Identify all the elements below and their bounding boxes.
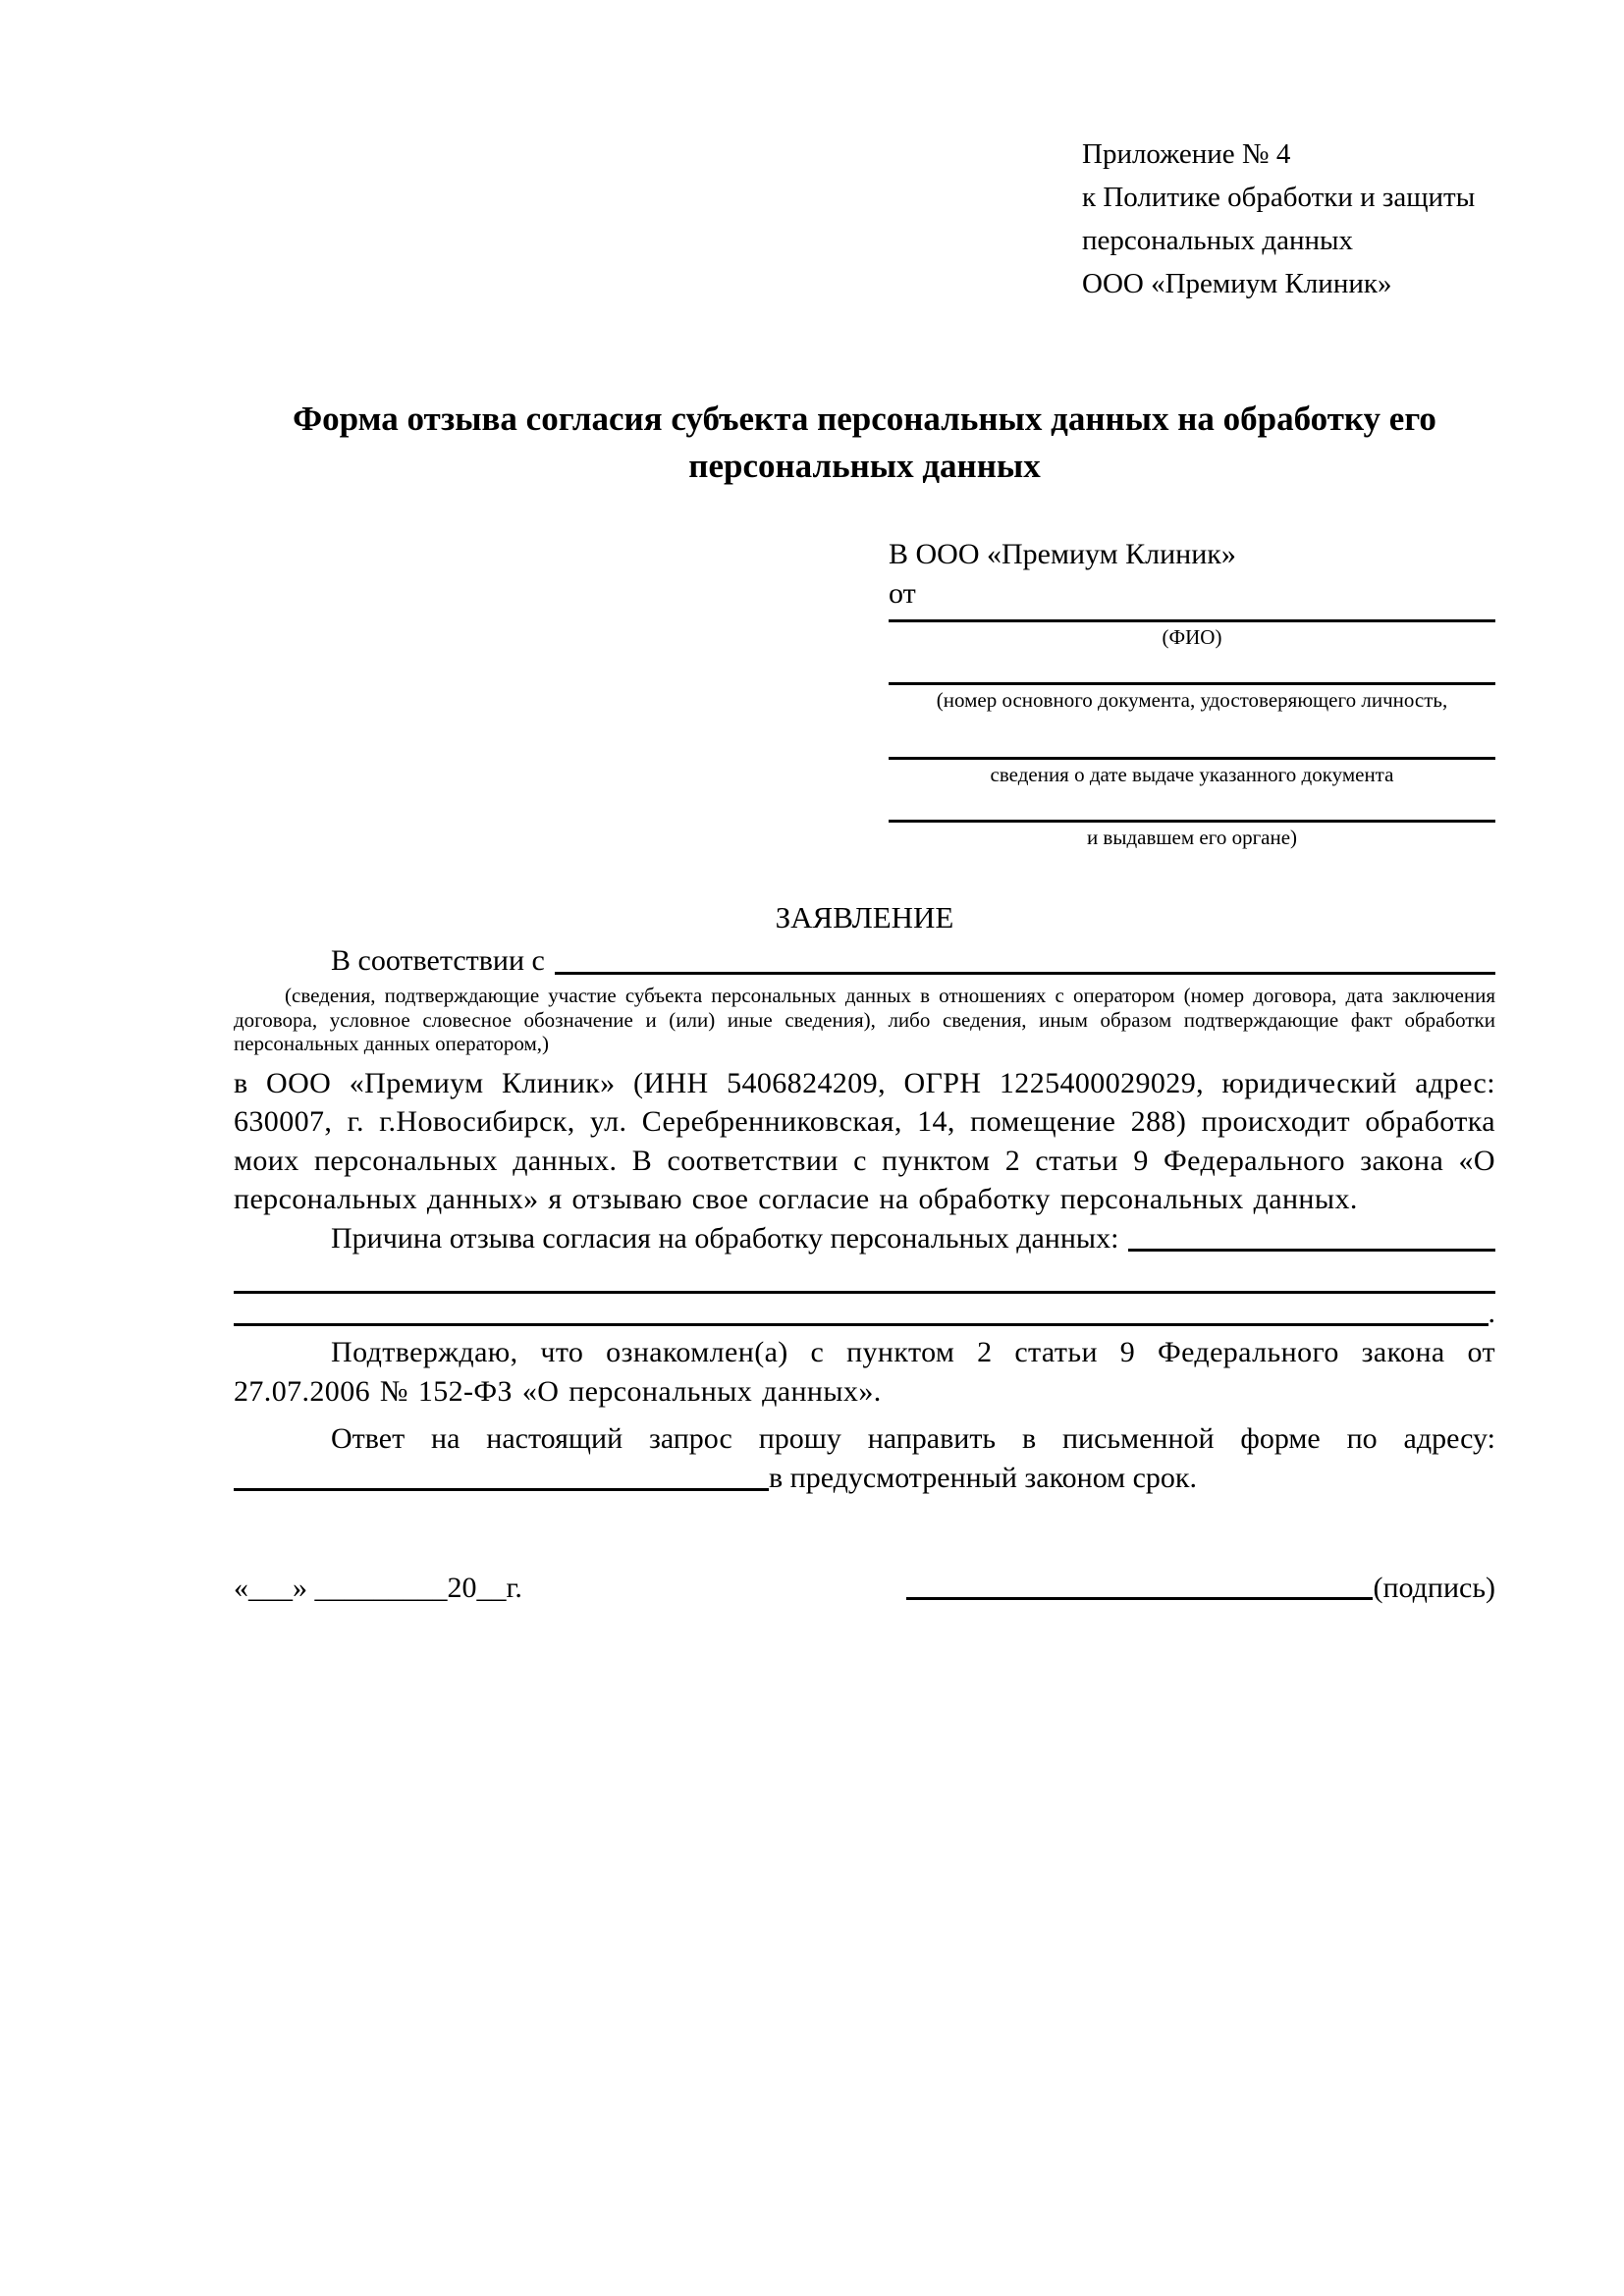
addressee-block: [889, 535, 1495, 850]
intro-blank-line: [555, 940, 1495, 975]
signature-line: [906, 1569, 1373, 1600]
annex-line: к Политике обработки и защиты: [1082, 182, 1476, 213]
reason-period: .: [1488, 1296, 1495, 1329]
reply-suffix: в предусмотренный законом срок.: [769, 1461, 1197, 1494]
reply-blank-line: [234, 1459, 769, 1491]
issuing-authority-field-label: и выдавшем его органе): [1086, 826, 1298, 849]
signature-area: [906, 1569, 1495, 1608]
doc-number-field-label: (номер основного документа, удостоверяющего личность,: [936, 688, 1448, 712]
signature-row: [234, 1569, 1495, 1608]
reason-continuation-blank: [234, 1294, 1489, 1326]
issuing-authority-field-line: [889, 787, 1495, 823]
annex-block: [1082, 133, 1495, 305]
annex-line: персональных данных: [1082, 225, 1354, 256]
issue-date-field-label: сведения о дате выдаче указанного документа: [990, 763, 1394, 786]
reason-blank-line: [1128, 1219, 1495, 1252]
reason-continuation-line-1: [234, 1258, 1495, 1294]
reply-paragraph: Ответ на настоящий запрос прошу направить в письменной форме по адресу:: [331, 1421, 1495, 1455]
addressee-from-label: от: [889, 577, 916, 610]
page-title: Форма отзыва согласия субъекта персональных данных на обработку его персональных данных: [293, 400, 1436, 485]
annex-line: Приложение № 4: [1082, 138, 1291, 170]
fio-field-line: [889, 614, 1495, 622]
addressee-to: В ООО «Премиум Клиник»: [889, 538, 1236, 570]
doc-number-field-line: [889, 650, 1495, 685]
reason-continuation-line-2: [234, 1294, 1495, 1333]
reply-address-line: [234, 1459, 1495, 1498]
date-placeholder: «___» _________20__г.: [234, 1571, 522, 1604]
signature-label: (подпись): [1373, 1571, 1495, 1604]
statement-heading: ЗАЯВЛЕНИЕ: [775, 900, 954, 934]
confirmation-paragraph: Подтверждаю, что ознакомлен(а) с пунктом 2 статьи 9 Федерального закона от 27.07.2006 № 152-ФЗ «О персональных данных».: [234, 1335, 1495, 1408]
issue-date-field-line: [889, 713, 1495, 760]
reason-line: [234, 1219, 1495, 1258]
reason-label: Причина отзыва согласия на обработку персональных данных:: [331, 1221, 1119, 1255]
note-text: (сведения, подтверждающие участие субъекта персональных данных в отношениях с оператором (номер договора, дата заключения договора, условное словесное обозначение и (или) иные сведения), либо сведения, иным образом подтверждающие факт обработки персональных данных оператором,): [234, 984, 1495, 1055]
body-paragraph: в ООО «Премиум Клиник» (ИНН 5406824209, ОГРН 1225400029029, юридический адрес: 630007, г. г.Новосибирск, ул. Серебренниковская, 14, помещение 288) происходит обработка моих персональных данных. В соответствии с пунктом 2 статьи 9 Федерального закона «О персональных данных» я отзываю свое согласие на обработку персональных данных.: [234, 1066, 1495, 1215]
intro-line: [234, 940, 1495, 982]
intro-prefix: В соответствии с: [331, 944, 545, 977]
fio-field-label: (ФИО): [1162, 625, 1222, 649]
annex-line: ООО «Премиум Клиник»: [1082, 268, 1392, 299]
